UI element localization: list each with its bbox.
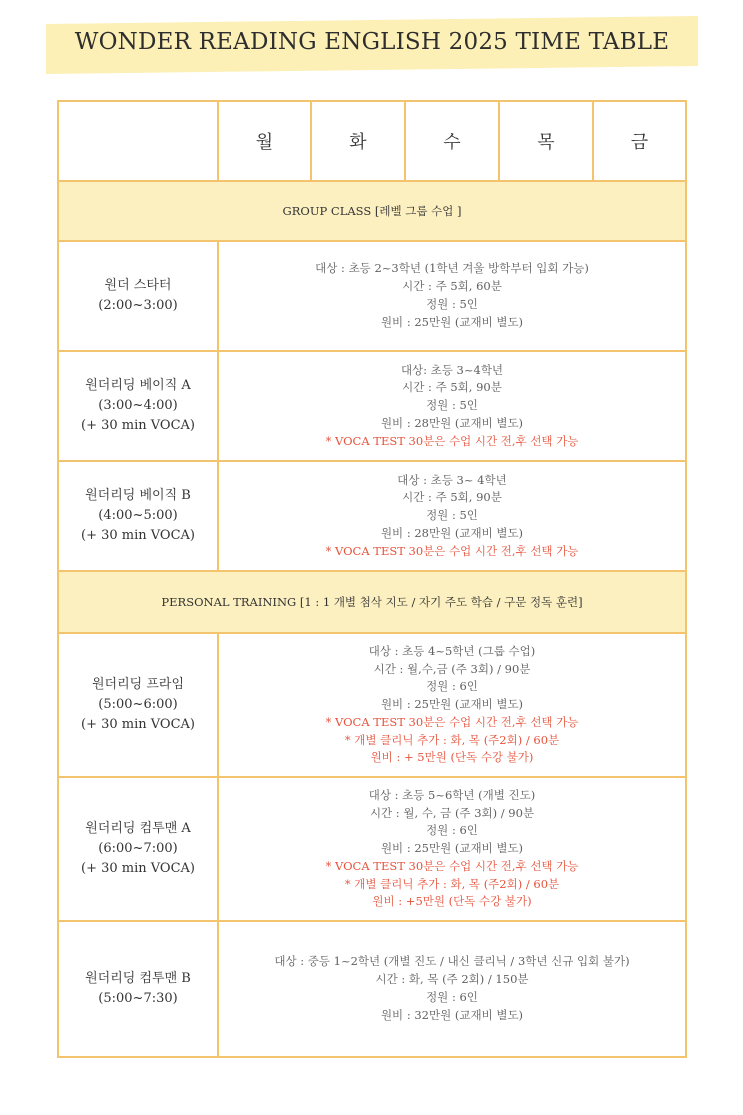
class-info-line: 정원 : 6인 bbox=[426, 679, 478, 694]
class-row bbox=[58, 461, 686, 571]
section-row-group bbox=[58, 181, 686, 241]
class-row bbox=[58, 241, 686, 351]
class-info-line: 원비 : 25만원 (교재비 별도) bbox=[380, 841, 524, 856]
class-name-line: 원더리딩 컴투맨 B bbox=[85, 971, 191, 986]
class-info-line: 대상 : 초등 4~5학년 (그룹 수업) bbox=[368, 643, 536, 658]
class-name-line: 원더리딩 베이직 B bbox=[85, 488, 191, 503]
class-info-line: 시간 : 월,수,금 (주 3회) / 90분 bbox=[373, 661, 531, 676]
class-name-line: (+ 30 min VOCA) bbox=[81, 528, 195, 543]
class-note-line: * 개별 클리닉 추가 : 화, 목 (주2회) / 60분 bbox=[344, 732, 560, 747]
class-name-line: (5:00~7:30) bbox=[98, 991, 178, 1006]
class-info-line: 정원 : 6인 bbox=[426, 823, 478, 838]
class-row bbox=[58, 921, 686, 1057]
class-name-line: (+ 30 min VOCA) bbox=[81, 861, 195, 876]
class-info-line: 시간 : 주 5회, 60분 bbox=[402, 279, 502, 294]
day-header-wed: 수 bbox=[405, 101, 499, 181]
class-name-cell bbox=[58, 461, 218, 571]
class-name-line: 원더 스타터 bbox=[104, 278, 172, 293]
day-header-tue: 화 bbox=[311, 101, 405, 181]
class-info-cell bbox=[218, 241, 686, 351]
class-name-line: 원더리딩 프라임 bbox=[91, 677, 185, 692]
class-info-line: 원비 : 32만원 (교재비 별도) bbox=[380, 1007, 524, 1022]
class-info-line: 대상 : 초등 5~6학년 (개별 진도) bbox=[368, 787, 536, 802]
class-note-line: 원비 : +5만원 (단독 수강 불가) bbox=[372, 894, 532, 909]
section-heading-personal-training: PERSONAL TRAINING [1 : 1 개별 첨삭 지도 / 자기 주도 학습 / 구문 정독 훈련] bbox=[58, 571, 686, 633]
class-info-line: 시간 : 주 5회, 90분 bbox=[402, 490, 502, 505]
day-header-fri: 금 bbox=[593, 101, 686, 181]
class-info-line: 정원 : 5인 bbox=[426, 508, 478, 523]
class-name-cell bbox=[58, 633, 218, 777]
class-name-line: (6:00~7:00) bbox=[98, 841, 178, 856]
class-info-line: 시간 : 월, 수, 금 (주 3회) / 90분 bbox=[369, 805, 535, 820]
class-info-line: 대상 : 초등 2~3학년 (1학년 겨울 방학부터 입회 가능) bbox=[315, 261, 589, 276]
class-name-cell bbox=[58, 921, 218, 1057]
timetable bbox=[57, 100, 687, 1058]
class-info-cell bbox=[218, 921, 686, 1057]
class-info-line: 시간 : 화, 목 (주 2회) / 150분 bbox=[375, 972, 529, 987]
header-row bbox=[58, 101, 686, 181]
class-info-line: 원비 : 28만원 (교재비 별도) bbox=[380, 525, 524, 540]
class-name-line: (4:00~5:00) bbox=[98, 508, 178, 523]
class-name-line: (+ 30 min VOCA) bbox=[81, 717, 195, 732]
class-note-line: * VOCA TEST 30분은 수업 시간 전,후 선택 가능 bbox=[325, 433, 579, 448]
class-name-cell bbox=[58, 777, 218, 921]
class-name-cell bbox=[58, 241, 218, 351]
class-row bbox=[58, 351, 686, 461]
class-name-line: (2:00~3:00) bbox=[98, 298, 178, 313]
class-info-line: 원비 : 25만원 (교재비 별도) bbox=[380, 697, 524, 712]
class-info-line: 대상: 초등 3~4학년 bbox=[400, 362, 504, 377]
class-name-line: 원더리딩 컴투맨 A bbox=[85, 821, 191, 836]
class-row bbox=[58, 777, 686, 921]
class-info-line: 원비 : 25만원 (교재비 별도) bbox=[380, 314, 524, 329]
class-info-cell bbox=[218, 351, 686, 461]
class-row bbox=[58, 633, 686, 777]
class-note-line: * VOCA TEST 30분은 수업 시간 전,후 선택 가능 bbox=[325, 543, 579, 558]
class-info-line: 시간 : 주 5회, 90분 bbox=[402, 380, 502, 395]
class-info-line: 대상 : 초등 3~ 4학년 bbox=[397, 472, 507, 487]
class-info-line: 대상 : 중등 1~2학년 (개별 진도 / 내신 클리닉 / 3학년 신규 입회 불가) bbox=[274, 954, 630, 969]
class-info-line: 정원 : 6인 bbox=[426, 990, 478, 1004]
day-header-thu: 목 bbox=[499, 101, 593, 181]
class-note-line: * 개별 클리닉 추가 : 화, 목 (주2회) / 60분 bbox=[344, 876, 560, 891]
class-info-cell bbox=[218, 777, 686, 921]
page-title: WONDER READING ENGLISH 2025 TIME TABLE bbox=[74, 29, 670, 55]
class-name-line: (+ 30 min VOCA) bbox=[81, 418, 195, 433]
class-info-line: 정원 : 5인 bbox=[426, 398, 478, 413]
class-name-line: (5:00~6:00) bbox=[98, 697, 178, 712]
section-heading-group-class: GROUP CLASS [레벨 그룹 수업 ] bbox=[58, 181, 686, 241]
class-note-line: * VOCA TEST 30분은 수업 시간 전,후 선택 가능 bbox=[325, 858, 579, 873]
class-info-line: 정원 : 5인 bbox=[426, 297, 478, 311]
class-name-line: (3:00~4:00) bbox=[98, 398, 178, 413]
day-header-mon: 월 bbox=[218, 101, 311, 181]
class-info-line: 원비 : 28만원 (교재비 별도) bbox=[380, 415, 524, 430]
corner-cell bbox=[58, 101, 218, 181]
class-info-cell bbox=[218, 633, 686, 777]
class-name-line: 원더리딩 베이직 A bbox=[85, 378, 191, 393]
class-note-line: 원비 : + 5만원 (단독 수강 불가) bbox=[370, 750, 534, 765]
section-row-personal bbox=[58, 571, 686, 633]
class-note-line: * VOCA TEST 30분은 수업 시간 전,후 선택 가능 bbox=[325, 714, 579, 729]
class-info-cell bbox=[218, 461, 686, 571]
class-name-cell bbox=[58, 351, 218, 461]
